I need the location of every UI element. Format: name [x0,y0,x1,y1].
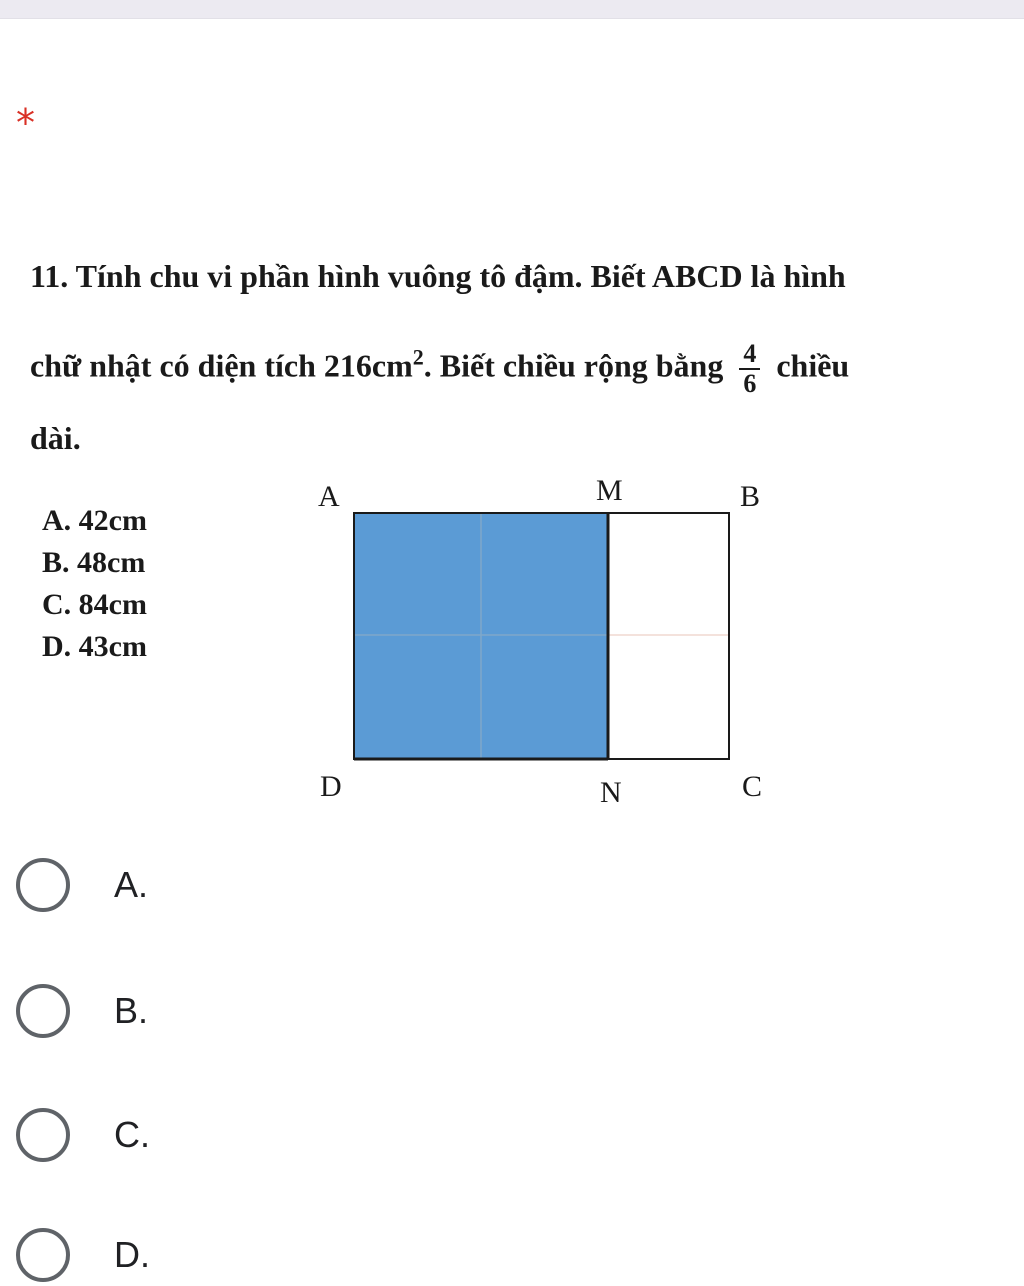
vertex-label-a: A [318,480,340,513]
top-bar [0,0,1024,19]
option-b[interactable] [14,980,414,1042]
vertex-label-c: C [742,770,763,803]
radio-circle-icon[interactable] [16,1108,70,1162]
option-c[interactable] [14,1104,414,1166]
vertex-label-m: M [596,474,623,507]
option-b-label: B. [114,990,149,1031]
fraction-denominator: 6 [743,369,757,398]
printed-choice-b: B. 48cm [42,546,146,579]
area-exponent: 2 [412,344,424,370]
radio-circle-icon[interactable] [16,858,70,912]
printed-choice-d: D. 43cm [42,630,147,663]
radio-circle-icon[interactable] [16,984,70,1038]
question-line-3: dài. [30,420,81,456]
vertex-label-b: B [740,480,761,513]
printed-choice-c: C. 84cm [42,588,147,621]
rectangle-figure [353,512,731,762]
question-line-2-mid: . Biết chiều rộng bằng [423,347,724,384]
vertex-label-n: N [600,776,622,809]
radio-circle-icon[interactable] [16,1228,70,1282]
question-line-2-end: chiều [776,347,850,384]
option-a[interactable] [14,854,414,916]
option-a-label: A. [114,864,149,905]
question-line-2 [30,340,849,398]
printed-choice-a: A. 42cm [42,504,147,537]
option-d-label: D. [114,1234,150,1275]
question-line-2-start: chữ nhật có diện tích 216cm [30,347,413,384]
required-marker: * [16,101,35,145]
fraction [739,340,760,398]
fraction-numerator: 4 [739,340,760,370]
option-c-label: C. [114,1114,150,1155]
question-line-1: 11. Tính chu vi phần hình vuông tô đậm. Biết ABCD là hình [30,258,846,294]
option-d[interactable] [14,1224,414,1286]
vertex-label-d: D [320,770,342,803]
